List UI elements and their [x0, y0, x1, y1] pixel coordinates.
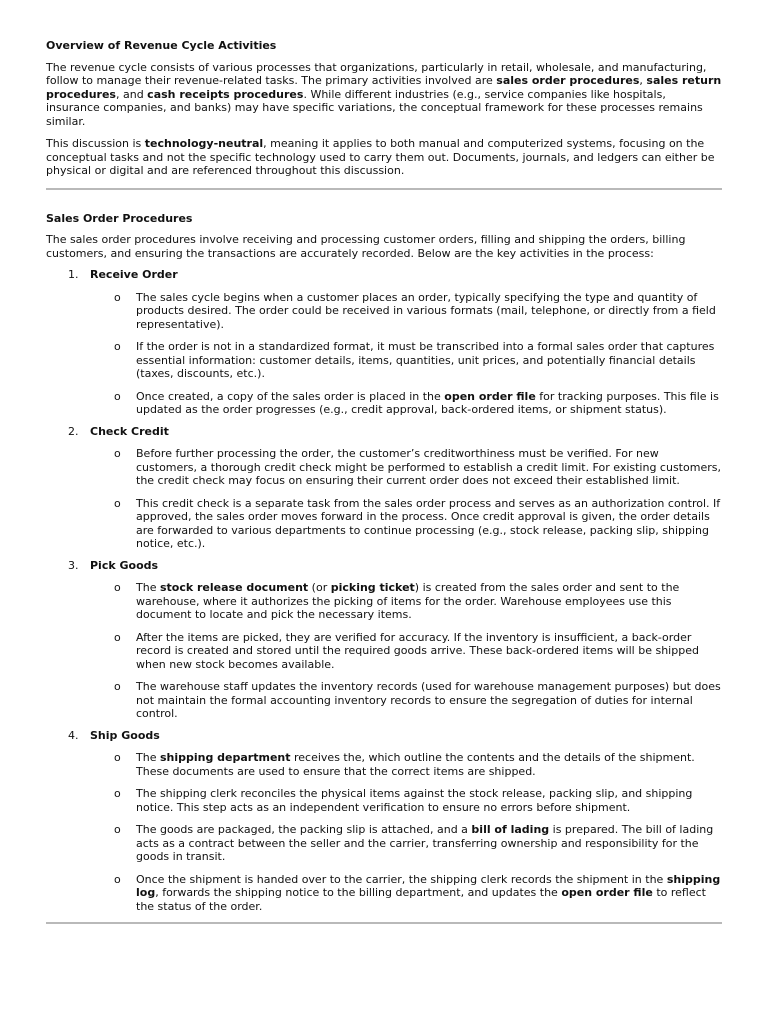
- bullet-item: o The shipping clerk reconciles the physical items against the stock release, packing slip, and shipping notice. This step acts as an independent verification to ensure no errors before shipment.: [114, 787, 693, 814]
- step-item: [46, 425, 722, 551]
- step-number: 4.: [68, 728, 79, 742]
- bullet-marker: o: [114, 389, 121, 403]
- step-bullets: [46, 447, 722, 551]
- step-bullets: [46, 291, 722, 417]
- bullet-item: o The stock release document (or picking ticket) is created from the sales order and sent to the warehouse, where it authorizes the picking of items for the order. Warehouse employees use this document to locate and pick the necessary items.: [114, 581, 680, 621]
- step-number: 3.: [68, 558, 79, 572]
- sales-order-heading: Sales Order Procedures: [46, 211, 193, 225]
- bullet-item: o The warehouse staff updates the inventory records (used for warehouse management purposes) but does not maintain the formal accounting inventory records to ensure the segregation of duties for internal control.: [114, 680, 721, 720]
- bullet-item: o Before further processing the order, the customer’s creditworthiness must be verified. For new customers, a thorough credit check might be performed to establish a credit limit. For existing customers, the credit check may focus on ensuring their current order does not exceed their established limit.: [114, 447, 721, 487]
- step-number: 1.: [68, 268, 79, 281]
- bullet-item: o After the items are picked, they are verified for accuracy. If the inventory is insufficient, a back-order record is created and stored until the required goods arrive. These back-ordered items will be shipped when new stock becomes available.: [114, 630, 699, 671]
- section-divider: [46, 188, 722, 190]
- bullet-marker: o: [114, 787, 121, 800]
- bullet-marker: o: [114, 447, 121, 460]
- bullet-marker: o: [114, 630, 121, 644]
- bullet-item: o Once the shipment is handed over to the carrier, the shipping clerk records the shipment in the shipping log, forwards the shipping notice to the billing department, and updates the open order file to reflect the status of the order.: [114, 872, 721, 913]
- step-title: Receive Order: [90, 268, 178, 281]
- step-item: [46, 559, 722, 721]
- section-divider-bottom: [46, 922, 722, 924]
- step-heading: [46, 559, 722, 573]
- step-heading: [46, 425, 722, 439]
- step-item: [46, 729, 722, 914]
- bullet-item: o The goods are packaged, the packing slip is attached, and a bill of lading is prepared. The bill of lading acts as a contract between the seller and the carrier, transferring ownership and responsibility for the goods in transit.: [114, 823, 714, 863]
- bullet-marker: o: [114, 340, 121, 353]
- sales-intro-paragraph: The sales order procedures involve receiving and processing customer orders, filling and shipping the orders, billing customers, and ensuring the transactions are accurately recorded. Below are the key activities in the process:: [46, 233, 686, 260]
- step-number: 2.: [68, 424, 79, 438]
- bullet-marker: o: [114, 680, 121, 693]
- bullet-marker: o: [114, 823, 121, 836]
- bullet-marker: o: [114, 872, 121, 886]
- step-heading: [46, 268, 722, 282]
- step-title: Check Credit: [90, 424, 169, 438]
- step-bullets: [46, 751, 722, 913]
- overview-paragraph-1: The revenue cycle consists of various processes that organizations, particularly in retail, wholesale, and manufacturing, follow to manage their revenue-related tasks. The primary activities involved are sales order procedures, sales return procedures, and cash receipts procedures. While different industries (e.g., service companies like hospitals, insurance companies, and banks) may have specific variations, the conceptual framework for these processes remains similar.: [46, 60, 722, 128]
- bullet-item: o The shipping department receives the, which outline the contents and the details of the shipment. These documents are used to ensure that the correct items are shipped.: [114, 751, 695, 778]
- bullet-marker: o: [114, 751, 121, 764]
- steps-list: [46, 268, 722, 913]
- step-title: Ship Goods: [90, 728, 160, 742]
- step-heading: [46, 729, 722, 743]
- step-item: [46, 268, 722, 417]
- bullet-item: o This credit check is a separate task from the sales order process and serves as an authorization control. If approved, the sales order moves forward in the process. Once credit approval is given, the order details are forwarded to various departments to continue processing (e.g., stock release, packing slip, shipping notice, etc.).: [114, 496, 721, 550]
- bullet-marker: o: [114, 581, 121, 594]
- overview-heading: Overview of Revenue Cycle Activities: [46, 39, 277, 52]
- step-bullets: [46, 581, 722, 721]
- bullet-item: o If the order is not in a standardized format, it must be transcribed into a formal sales order that captures essential information: customer details, items, quantities, unit prices, and potentially financial details (taxes, discounts, etc.).: [114, 340, 715, 380]
- bullet-item: o The sales cycle begins when a customer places an order, typically specifying the type and quantity of products desired. The order could be received in various formats (mail, telephone, or directly from a field representative).: [114, 290, 716, 331]
- step-title: Pick Goods: [90, 558, 159, 572]
- bullet-marker: o: [114, 290, 121, 304]
- overview-paragraph-2: This discussion is technology-neutral, meaning it applies to both manual and computerized systems, focusing on the conceptual tasks and not the specific technology used to carry them out. Documents, journals, and ledgers can either be physical or digital and are referenced throughout this discussion.: [46, 137, 715, 177]
- bullet-item: o Once created, a copy of the sales order is placed in the open order file for tracking purposes. This file is updated as the order progresses (e.g., credit approval, back-ordered items, or shipment status).: [114, 389, 719, 416]
- bullet-marker: o: [114, 496, 121, 510]
